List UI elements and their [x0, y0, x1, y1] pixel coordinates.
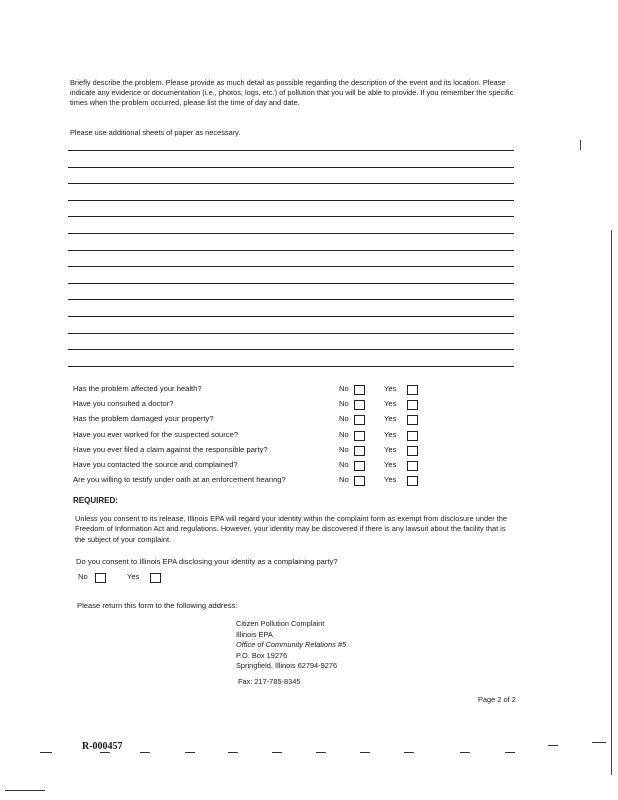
yes-label: Yes: [384, 384, 397, 393]
writing-line: [68, 333, 514, 334]
yes-checkbox[interactable]: [407, 431, 418, 441]
mailing-address: [236, 619, 346, 672]
writing-line: [68, 283, 514, 284]
question-row-testify: [73, 473, 473, 487]
no-label: No: [339, 460, 349, 469]
no-label: No: [339, 399, 349, 408]
consent-yes-checkbox[interactable]: [150, 573, 161, 583]
address-line: Citizen Pollution Complaint: [236, 619, 325, 628]
scan-dash: [40, 752, 52, 753]
document-reference-number: R-000457: [82, 741, 123, 752]
yes-label: Yes: [384, 414, 397, 423]
writing-line: [68, 250, 514, 251]
problem-description-instructions: Briefly describe the problem. Please provide as much detail as possible regarding the description of the event and its location. Please indicate any evidence or documentation (i.e., photos, logs, etc.) of pollution that you will be able to provide. If you remember the specific times when the problem occurred, please list the time of day and date.: [70, 78, 514, 108]
writing-line: [68, 200, 514, 201]
return-address-heading: Please return this form to the following address:: [77, 601, 238, 610]
consent-yes-label: Yes: [127, 572, 140, 581]
no-label: No: [339, 475, 349, 484]
yes-label: Yes: [384, 399, 397, 408]
yes-checkbox[interactable]: [407, 476, 418, 486]
yes-checkbox[interactable]: [407, 400, 418, 410]
no-checkbox[interactable]: [354, 446, 365, 456]
question-row-filed-claim: [73, 443, 473, 457]
page-number: Page 2 of 2: [478, 695, 516, 704]
scan-dash: [316, 752, 326, 753]
consent-no-label: No: [78, 572, 88, 581]
question-text: Have you ever filed a claim against the responsible party?: [73, 445, 268, 454]
yes-label: Yes: [384, 430, 397, 439]
no-checkbox[interactable]: [354, 400, 365, 410]
question-text: Has the problem damaged your property?: [73, 414, 214, 423]
scan-dash: [548, 745, 558, 746]
scan-dash: [272, 752, 282, 753]
scan-dash: [100, 752, 110, 753]
no-label: No: [339, 384, 349, 393]
question-row-worked-for-source: [73, 428, 473, 442]
question-row-health: [73, 382, 473, 396]
scan-dash: [5, 790, 45, 791]
required-heading: REQUIRED:: [73, 496, 118, 505]
scan-dash: [592, 742, 606, 743]
yes-checkbox[interactable]: [407, 385, 418, 395]
yes-label: Yes: [384, 460, 397, 469]
writing-line: [68, 183, 514, 184]
writing-line: [68, 316, 514, 317]
no-checkbox[interactable]: [354, 415, 365, 425]
scan-edge: [580, 140, 581, 150]
writing-line: [68, 167, 514, 168]
yes-label: Yes: [384, 445, 397, 454]
no-label: No: [339, 430, 349, 439]
no-checkbox[interactable]: [354, 461, 365, 471]
question-row-property: [73, 412, 473, 426]
no-checkbox[interactable]: [354, 385, 365, 395]
consent-no-checkbox[interactable]: [95, 573, 106, 583]
scan-dash: [140, 752, 150, 753]
writing-line: [68, 349, 514, 350]
scan-dash: [185, 752, 195, 753]
scan-dash: [460, 752, 470, 753]
writing-line: [68, 233, 514, 234]
scan-edge: [611, 230, 612, 775]
yes-checkbox[interactable]: [407, 446, 418, 456]
scan-dash: [404, 752, 414, 753]
no-checkbox[interactable]: [354, 476, 365, 486]
question-text: Have you contacted the source and complained?: [73, 460, 238, 469]
fax-number: Fax: 217-785-8345: [238, 677, 301, 686]
address-line: P.O. Box 19276: [236, 650, 288, 660]
yes-checkbox[interactable]: [407, 461, 418, 471]
address-line: Office of Community Relations #5: [236, 640, 347, 650]
writing-line: [68, 150, 514, 151]
question-row-doctor: [73, 397, 473, 411]
question-text: Have you ever worked for the suspected source?: [73, 430, 239, 439]
question-text: Are you willing to testify under oath at an enforcement hearing?: [73, 475, 286, 484]
additional-sheets-note: Please use additional sheets of paper as necessary.: [70, 128, 241, 137]
writing-line: [68, 299, 514, 300]
no-checkbox[interactable]: [354, 431, 365, 441]
yes-label: Yes: [384, 475, 397, 484]
no-label: No: [339, 414, 349, 423]
scan-dash: [360, 752, 370, 753]
question-text: Has the problem affected your health?: [73, 384, 202, 393]
writing-line: [68, 266, 514, 267]
scan-dash: [228, 752, 238, 753]
address-line: Springfield, Illinois 62794-9276: [236, 661, 338, 671]
identity-disclosure-notice: Unless you consent to its release, Illinois EPA will regard your identity within the complaint form as exempt from disclosure under the Freedom of Information Act and regulations. However, your identity may be discovered if there is any lawsuit about the facility that is the subject of your complaint.: [75, 514, 508, 544]
scan-dash: [505, 752, 515, 753]
consent-question: Do you consent to Illinois EPA disclosing your identity as a complaining party?: [76, 557, 338, 566]
consent-answer-row: [78, 570, 198, 584]
yes-checkbox[interactable]: [407, 415, 418, 425]
question-text: Have you consulted a doctor?: [73, 399, 174, 408]
question-row-contacted-source: [73, 458, 473, 472]
address-line: Illinois EPA: [236, 629, 273, 639]
writing-line: [68, 366, 514, 367]
writing-line: [68, 216, 514, 217]
no-label: No: [339, 445, 349, 454]
